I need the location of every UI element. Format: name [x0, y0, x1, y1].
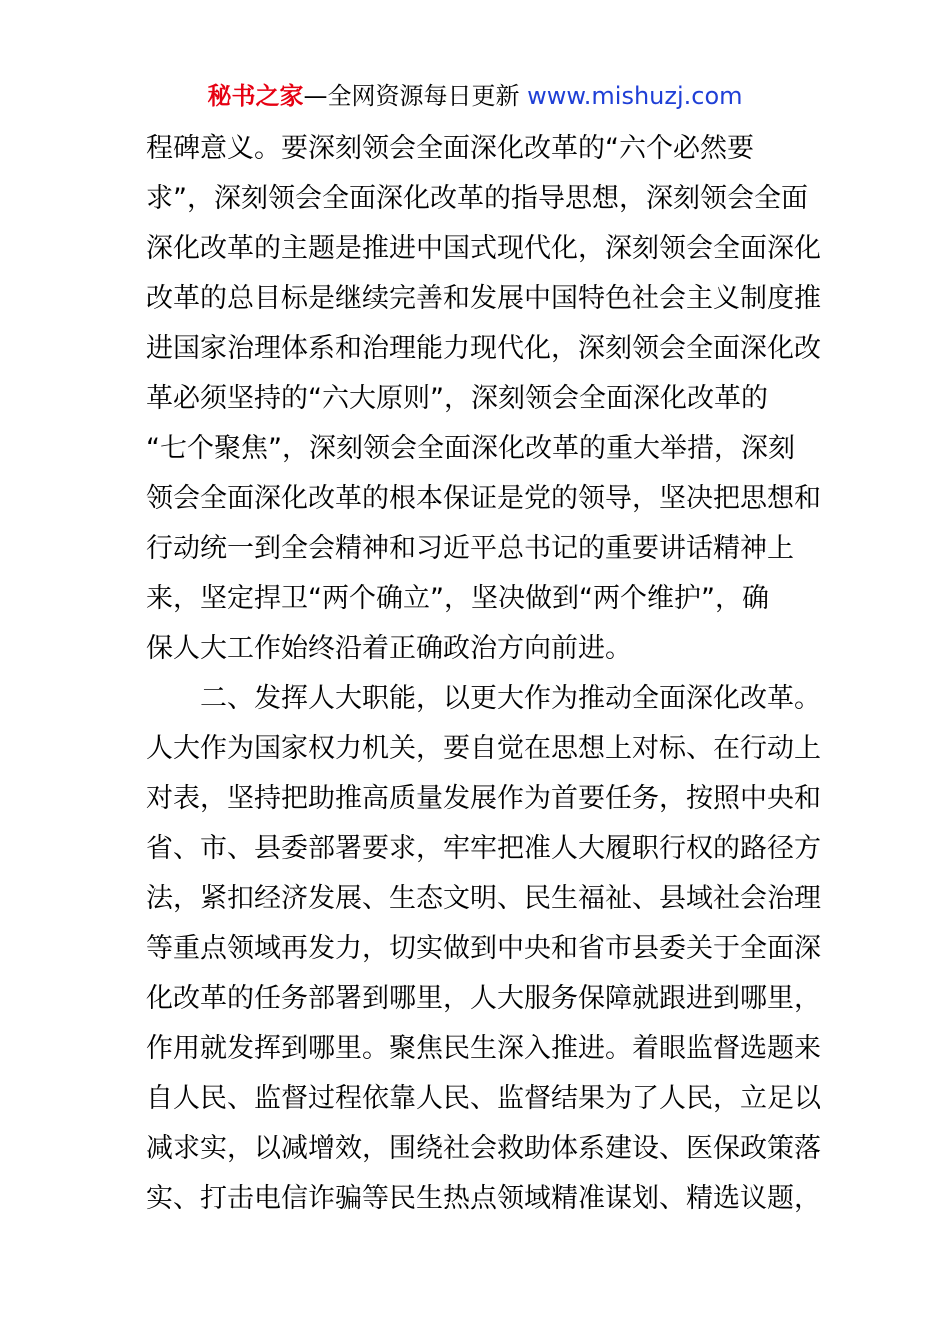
text-line: 程碑意义。要深刻领会全面深化改革的“六个必然要 — [146, 133, 754, 164]
text-line: 省、市、县委部署要求，牢牢把准人大履职行权的路径方 — [146, 833, 821, 864]
document-body — [146, 124, 826, 1224]
text-line: 改革的总目标是继续完善和发展中国特色社会主义制度推 — [146, 283, 821, 314]
text-line: 减求实，以减增效，围绕社会救助体系建设、医保政策落 — [146, 1133, 821, 1164]
page-header — [0, 80, 950, 112]
text-line: “七个聚焦”，深刻领会全面深化改革的重大举措，深刻 — [146, 433, 795, 464]
text-line: 作用就发挥到哪里。聚焦民生深入推进。着眼监督选题来 — [146, 1033, 821, 1064]
text-line: 法，紧扣经济发展、生态文明、民生福祉、县域社会治理 — [146, 883, 821, 914]
site-url[interactable]: www.mishuzj.com — [527, 82, 743, 110]
text-line: 人大作为国家权力机关，要自觉在思想上对标、在行动上 — [146, 733, 821, 764]
text-line: 来，坚定捍卫“两个确立”，坚决做到“两个维护”，确 — [146, 583, 769, 614]
text-line: 自人民、监督过程依靠人民、监督结果为了人民，立足以 — [146, 1083, 821, 1114]
text-line: 深化改革的主题是推进中国式现代化，深刻领会全面深化 — [146, 233, 821, 264]
header-tagline: —全网资源每日更新 — [303, 82, 528, 110]
text-line: 等重点领域再发力，切实做到中央和省市县委关于全面深 — [146, 933, 821, 964]
text-line: 保人大工作始终沿着正确政治方向前进。 — [146, 633, 632, 664]
brand-name: 秘书之家 — [207, 82, 304, 110]
text-line: 革必须坚持的“六大原则”，深刻领会全面深化改革的 — [146, 383, 768, 414]
text-line: 对表，坚持把助推高质量发展作为首要任务，按照中央和 — [146, 783, 821, 814]
section-heading-line: 二、发挥人大职能，以更大作为推动全面深化改革。 — [200, 683, 821, 714]
text-line: 实、打击电信诈骗等民生热点领域精准谋划、精选议题， — [146, 1183, 821, 1214]
text-line: 行动统一到全会精神和习近平总书记的重要讲话精神上 — [146, 533, 794, 564]
text-line: 化改革的任务部署到哪里，人大服务保障就跟进到哪里， — [146, 983, 821, 1014]
text-line: 领会全面深化改革的根本保证是党的领导，坚决把思想和 — [146, 483, 821, 514]
text-line: 求”，深刻领会全面深化改革的指导思想，深刻领会全面 — [146, 183, 808, 214]
text-line: 进国家治理体系和治理能力现代化，深刻领会全面深化改 — [146, 333, 821, 364]
